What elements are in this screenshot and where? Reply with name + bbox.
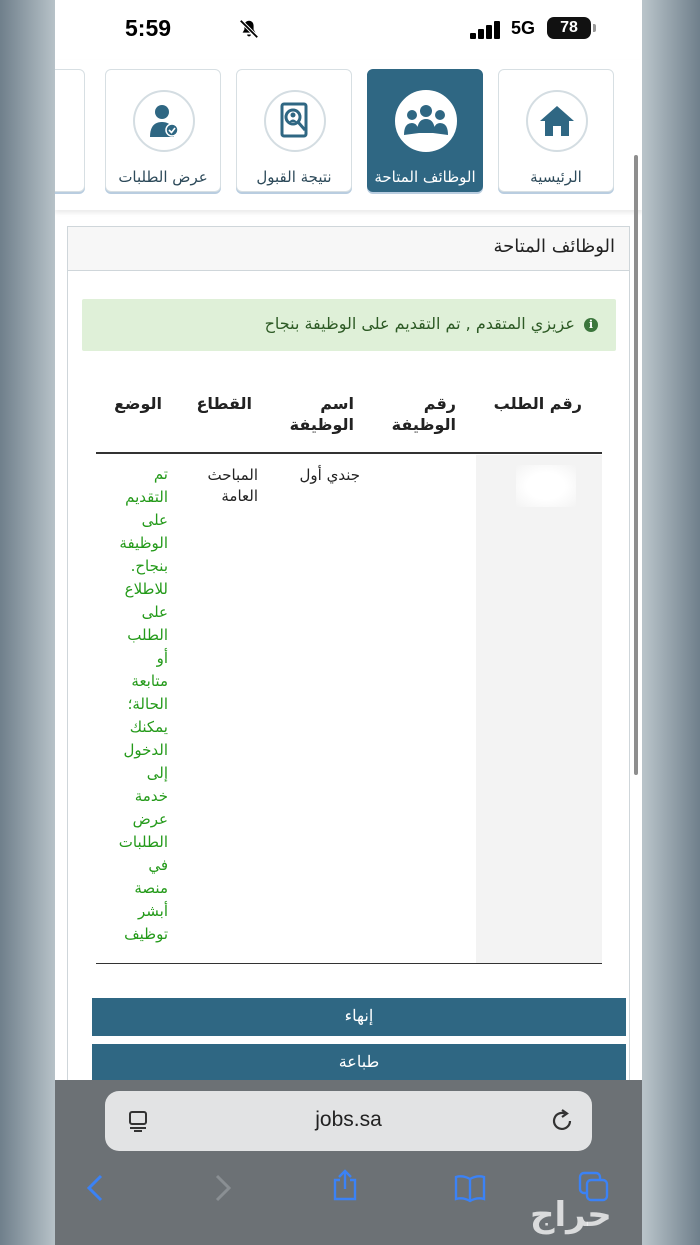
tab-available-jobs-label: الوظائف المتاحة [374,168,476,186]
group-icon-circle [395,90,457,152]
header-divider [96,452,602,454]
phone-screen [55,0,642,1245]
cell-status-line: على [141,603,168,621]
print-button[interactable]: طباعة [92,1044,626,1082]
bell-muted-icon [238,18,260,40]
cell-status-line: إلى [146,764,168,782]
cell-status-line: يمكنك [129,718,168,736]
cell-status-line: الطلبات [118,833,168,851]
cell-status-line: أبشر [138,902,168,920]
redacted-request-number [516,465,576,507]
cell-status-line: توظيف [124,925,168,943]
group-icon [401,103,451,139]
header-request-number: رقم الطلب [493,394,582,413]
jobs-panel [67,226,630,1126]
tab-view-requests[interactable] [105,69,221,192]
cell-status-line: منصة [134,879,168,897]
user-check-icon [147,103,181,139]
cell-sector [207,465,258,507]
cell-status [119,463,168,946]
header-job-number [392,393,456,435]
tab-available-jobs[interactable] [367,69,483,192]
cell-sector-line1: المباحث [207,466,258,484]
cell-status-line: أو [156,649,168,667]
cell-sector-line2: العامة [221,487,258,505]
network-type: 5G [511,18,536,38]
success-alert-text: عزيزي المتقدم , تم التقديم على الوظيفة بنجاح [264,314,575,333]
tab-home[interactable] [498,69,614,192]
cell-status-line: عرض [132,810,168,828]
nav-tile-partial[interactable] [55,69,85,192]
header-job-number-line1: رقم [423,394,456,413]
cell-status-line: خدمة [134,787,168,805]
cell-status-line: للاطلاع [124,580,168,598]
cell-status-line: الطلب [127,626,168,644]
address-bar[interactable] [105,1091,592,1151]
header-job-name-line1: اسم [320,394,354,413]
home-icon [538,104,576,138]
url-text: jobs.sa [315,1108,382,1131]
cell-status-line: بنجاح. [130,557,168,575]
header-job-name [290,393,354,435]
applications-table [96,379,602,967]
tab-home-label: الرئيسية [530,168,582,186]
request-number-column-shade [476,455,602,963]
table-bottom-border [96,963,602,964]
redacted-job-number [426,469,466,495]
tab-acceptance-result-label: نتيجة القبول [256,168,332,186]
cell-status-line: الوظيفة [119,534,168,552]
forward-icon[interactable] [205,1171,239,1205]
cell-status-line: في [148,856,168,874]
cell-status-line: الدخول [123,741,168,759]
cell-job-name: جندي أول [299,466,360,484]
watermark-logo: حراج [530,1195,612,1235]
tab-view-requests-label: عرض الطلبات [118,168,208,186]
share-icon[interactable] [328,1168,362,1202]
success-alert [82,299,616,351]
back-icon[interactable] [79,1171,113,1205]
status-bar [55,0,642,60]
cell-status-line: التقديم [125,488,168,506]
tab-acceptance-result[interactable] [236,69,352,192]
search-document-icon-circle [264,90,326,152]
cell-status-line: على [141,511,168,529]
nav-tiles [55,60,642,210]
header-job-name-line2: الوظيفة [289,415,354,434]
info-icon: i [584,318,598,332]
finish-button[interactable]: إنهاء [92,998,626,1036]
search-document-icon [278,102,312,140]
user-check-icon-circle [133,90,195,152]
cell-status-line: تم [153,465,168,483]
battery-cap [593,24,596,32]
cellular-signal-icon [470,21,502,39]
bookmarks-icon[interactable] [453,1171,487,1205]
clock: 5:59 [125,15,172,41]
cell-status-line: الحالة؛ [127,695,168,713]
home-icon-circle [526,90,588,152]
header-job-number-line2: الوظيفة [391,415,456,434]
panel-title: الوظائف المتاحة [68,227,629,271]
cell-status-line: متابعة [131,672,168,690]
header-sector: القطاع [196,394,252,413]
page-scrollbar[interactable] [634,155,638,775]
reload-icon[interactable] [551,1108,575,1134]
header-status: الوضع [114,394,162,413]
battery-icon: 78 [547,17,591,39]
